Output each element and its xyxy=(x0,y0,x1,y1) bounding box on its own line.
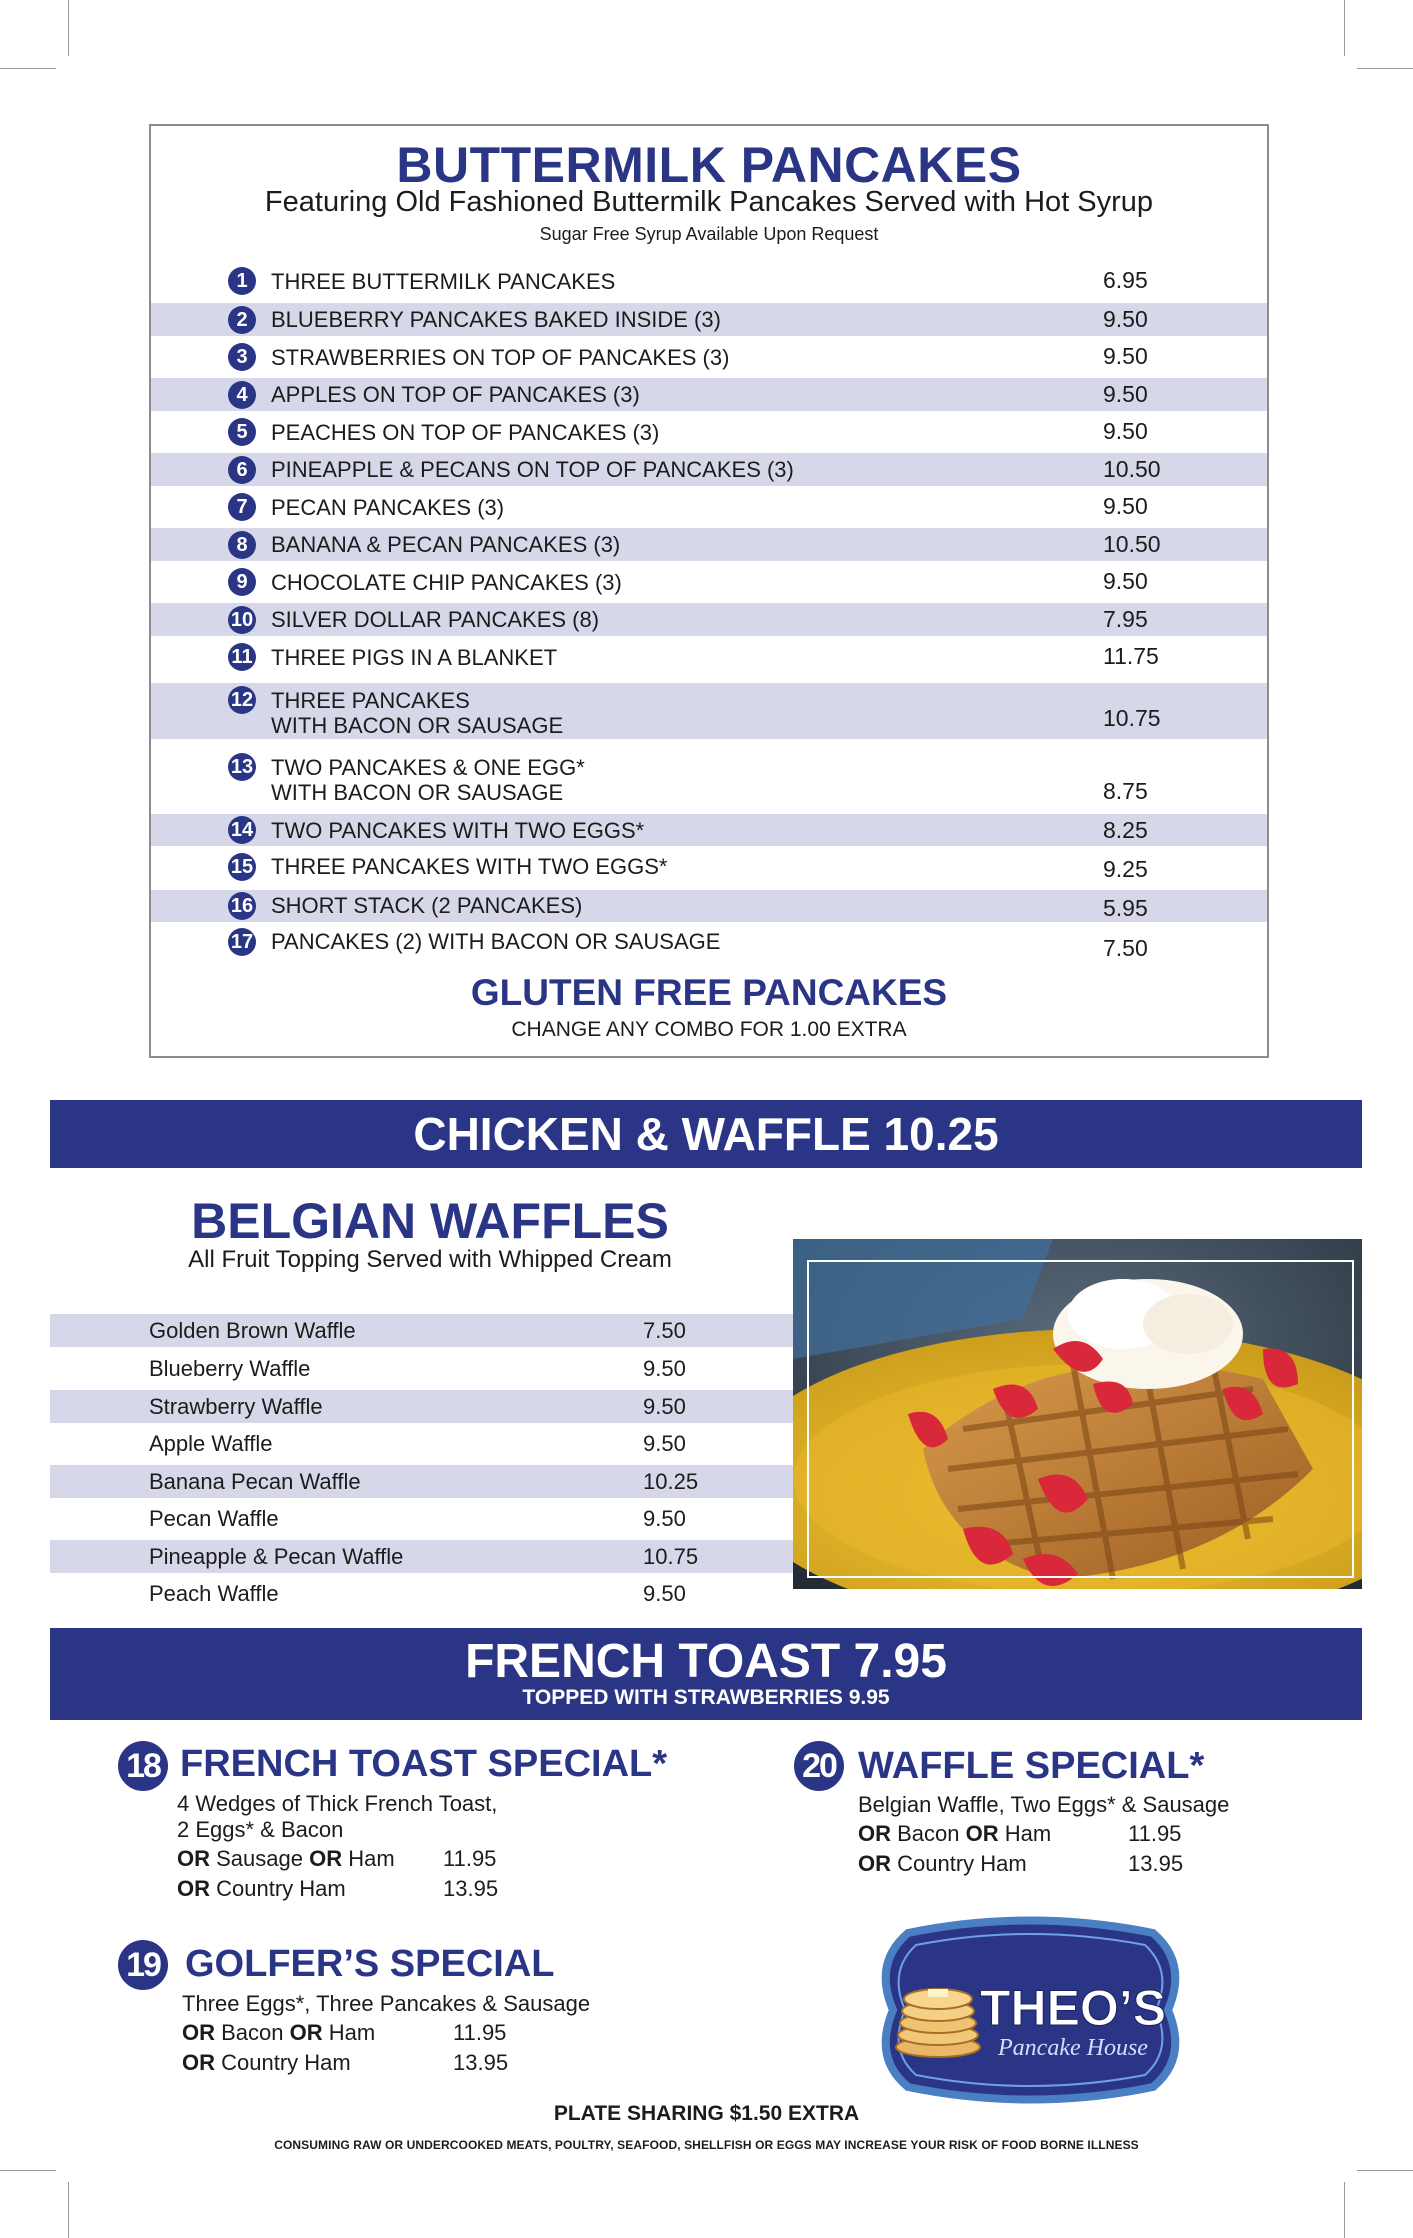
special-option xyxy=(177,1846,395,1872)
pancake-item xyxy=(151,453,1267,486)
pancake-item-name: BANANA & PECAN PANCAKES (3) xyxy=(271,532,621,557)
pancake-item-price: 9.25 xyxy=(1103,856,1148,882)
special-title: GOLFER’S SPECIAL xyxy=(185,1943,555,1985)
special-description: Belgian Waffle, Two Eggs* & Sausage xyxy=(858,1792,1230,1817)
pancake-item xyxy=(151,340,1267,374)
crop-mark xyxy=(1357,2170,1413,2171)
item-number-badge: 6 xyxy=(228,456,256,484)
pancake-item-name: PEACHES ON TOP OF PANCAKES (3) xyxy=(271,420,660,445)
pancake-item xyxy=(151,378,1267,411)
pancake-item-name: BLUEBERRY PANCAKES BAKED INSIDE (3) xyxy=(271,307,721,332)
waffle-item-name: Pineapple & Pecan Waffle xyxy=(149,1544,404,1569)
pancake-item-name: SHORT STACK (2 PANCAKES) xyxy=(271,893,583,918)
waffle-item xyxy=(50,1352,795,1385)
pancake-item xyxy=(151,683,1267,739)
pancake-item-name: PINEAPPLE & PECANS ON TOP OF PANCAKES (3) xyxy=(271,457,794,482)
or-label: OR xyxy=(858,1821,891,1846)
pancake-item-price: 9.50 xyxy=(1103,343,1148,369)
pancake-item-price: 10.75 xyxy=(1103,705,1161,731)
special-option xyxy=(177,1876,346,1902)
pancake-item-name: THREE PANCAKES WITH TWO EGGS* xyxy=(271,854,668,879)
option-text: Ham xyxy=(1004,1821,1052,1846)
special-price: 11.95 xyxy=(453,2020,507,2045)
pancake-item-price: 7.95 xyxy=(1103,606,1148,632)
item-number-badge: 3 xyxy=(228,343,256,371)
waffle-item-name: Golden Brown Waffle xyxy=(149,1318,356,1343)
pancake-item-name: PANCAKES (2) WITH BACON OR SAUSAGE xyxy=(271,929,721,954)
logo-name: THEO’S xyxy=(979,1980,1167,2036)
pancake-item-price: 10.50 xyxy=(1103,531,1161,557)
pancake-stack-icon xyxy=(896,1989,980,2057)
pancake-item xyxy=(151,528,1267,561)
special-number-badge: 19 xyxy=(118,1940,168,1990)
option-text: Country Ham xyxy=(221,2050,351,2075)
pancake-item-price: 7.50 xyxy=(1103,935,1148,961)
pancake-item-price: 9.50 xyxy=(1103,381,1148,407)
theos-logo xyxy=(868,1913,1193,2107)
or-label: OR xyxy=(182,2020,215,2045)
item-number-badge: 7 xyxy=(228,493,256,521)
pancake-item-price: 6.95 xyxy=(1103,267,1148,293)
pancake-item xyxy=(151,490,1267,524)
waffle-item-price: 9.50 xyxy=(643,1431,686,1456)
special-title: FRENCH TOAST SPECIAL* xyxy=(180,1743,668,1785)
pancake-item-name xyxy=(271,688,563,738)
or-label: OR xyxy=(289,2020,323,2045)
special-price: 11.95 xyxy=(443,1846,497,1871)
pancake-item-line: TWO PANCAKES & ONE EGG* xyxy=(271,755,585,780)
pancake-item xyxy=(151,850,1267,886)
option-text: Ham xyxy=(348,1846,395,1871)
waffle-item-name: Banana Pecan Waffle xyxy=(149,1469,361,1494)
waffle-item-price: 9.50 xyxy=(643,1581,686,1606)
french-toast-banner xyxy=(50,1628,1362,1720)
item-number-badge: 2 xyxy=(228,306,256,334)
special-description: 4 Wedges of Thick French Toast, xyxy=(177,1791,498,1816)
item-number-badge: 14 xyxy=(228,816,256,844)
option-text: Country Ham xyxy=(216,1876,346,1901)
pancake-item-price: 8.75 xyxy=(1103,778,1148,804)
option-text: Country Ham xyxy=(897,1851,1027,1876)
item-number-badge: 17 xyxy=(228,928,256,956)
pancake-item-price: 9.50 xyxy=(1103,568,1148,594)
waffles-title: BELGIAN WAFFLES xyxy=(191,1193,669,1249)
pancake-item-price: 8.25 xyxy=(1103,817,1148,843)
pancake-item xyxy=(151,926,1267,966)
pancake-item-name xyxy=(271,755,585,805)
crop-mark xyxy=(68,0,69,56)
special-option xyxy=(858,1821,1051,1847)
special-price: 13.95 xyxy=(1128,1851,1184,1876)
or-label: OR xyxy=(858,1851,891,1876)
crop-mark xyxy=(1344,2182,1345,2238)
item-number-badge: 4 xyxy=(228,381,256,409)
pancake-item-name: CHOCOLATE CHIP PANCAKES (3) xyxy=(271,570,622,595)
crop-mark xyxy=(0,2170,56,2171)
pancake-item-price: 9.50 xyxy=(1103,418,1148,444)
waffle-item-name: Peach Waffle xyxy=(149,1581,279,1606)
pancake-item xyxy=(151,753,1267,811)
or-label: OR xyxy=(309,1846,343,1871)
item-number-badge: 16 xyxy=(228,892,256,920)
waffle-item xyxy=(50,1390,795,1423)
pancakes-note: Sugar Free Syrup Available Upon Request xyxy=(539,224,879,244)
waffle-item xyxy=(50,1540,795,1573)
special-price: 11.95 xyxy=(1128,1821,1182,1846)
waffles-subtitle: All Fruit Topping Served with Whipped Cream xyxy=(188,1246,672,1273)
pancake-item xyxy=(151,640,1267,674)
waffle-item-price: 9.50 xyxy=(643,1394,686,1419)
pancake-item-line: WITH BACON OR SAUSAGE xyxy=(271,780,564,805)
pancake-item-name: STRAWBERRIES ON TOP OF PANCAKES (3) xyxy=(271,345,730,370)
pancake-item-price: 9.50 xyxy=(1103,306,1148,332)
waffle-item xyxy=(50,1465,795,1498)
pancake-item-line: THREE PANCAKES xyxy=(271,688,470,713)
pancake-item-name: THREE PIGS IN A BLANKET xyxy=(271,645,558,670)
item-number-badge: 10 xyxy=(228,606,256,634)
crop-mark xyxy=(1357,68,1413,69)
waffle-item-price: 10.25 xyxy=(643,1469,699,1494)
pancake-item-price: 10.50 xyxy=(1103,456,1161,482)
special-number-badge: 20 xyxy=(794,1741,844,1791)
pancake-item-name: APPLES ON TOP OF PANCAKES (3) xyxy=(271,382,640,407)
special-description: 2 Eggs* & Bacon xyxy=(177,1817,344,1842)
waffle-item-name: Strawberry Waffle xyxy=(149,1394,323,1419)
waffle-item-name: Pecan Waffle xyxy=(149,1506,279,1531)
or-label: OR xyxy=(177,1846,210,1871)
option-text: Bacon xyxy=(221,2020,284,2045)
special-option xyxy=(182,2050,351,2076)
waffle-item xyxy=(50,1577,795,1610)
waffle-item-name: Blueberry Waffle xyxy=(149,1356,311,1381)
french-toast-title: FRENCH TOAST 7.95 xyxy=(465,1635,947,1688)
waffle-photo xyxy=(793,1239,1362,1589)
pancake-item-price: 11.75 xyxy=(1103,643,1159,669)
item-number-badge: 11 xyxy=(228,643,256,671)
pancake-item xyxy=(151,264,1267,298)
pancake-item xyxy=(151,890,1267,922)
option-text: Ham xyxy=(328,2020,376,2045)
crop-mark xyxy=(1344,0,1345,56)
pancakes-subtitle: Featuring Old Fashioned Buttermilk Pancakes Served with Hot Syrup xyxy=(264,186,1154,218)
waffle-item-price: 9.50 xyxy=(643,1506,686,1531)
pancake-item-price: 5.95 xyxy=(1103,895,1148,921)
or-label: OR xyxy=(182,2050,215,2075)
item-number-badge: 5 xyxy=(228,418,256,446)
chicken-waffle-banner: CHICKEN & WAFFLE 10.25 xyxy=(50,1100,1362,1168)
waffle-item-price: 7.50 xyxy=(643,1318,686,1343)
pancake-item-price: 9.50 xyxy=(1103,493,1148,519)
crop-mark xyxy=(0,68,56,69)
item-number-badge: 12 xyxy=(228,686,256,714)
option-text: Sausage xyxy=(216,1846,303,1871)
pancake-item-line: WITH BACON OR SAUSAGE xyxy=(271,713,564,738)
pancake-item-name: TWO PANCAKES WITH TWO EGGS* xyxy=(271,818,645,843)
special-option xyxy=(858,1851,1027,1877)
waffle-item-price: 9.50 xyxy=(643,1356,686,1381)
or-label: OR xyxy=(965,1821,999,1846)
item-number-badge: 8 xyxy=(228,531,256,559)
pancake-item-name: THREE BUTTERMILK PANCAKES xyxy=(271,269,616,294)
pancake-item-name: PECAN PANCAKES (3) xyxy=(271,495,505,520)
waffle-item-name: Apple Waffle xyxy=(149,1431,273,1456)
or-label: OR xyxy=(177,1876,210,1901)
crop-mark xyxy=(68,2182,69,2238)
waffle-item xyxy=(50,1502,795,1535)
plate-sharing-note: PLATE SHARING $1.50 EXTRA xyxy=(553,2102,860,2125)
pancake-item-name: SILVER DOLLAR PANCAKES (8) xyxy=(271,607,600,632)
pancakes-title: BUTTERMILK PANCAKES xyxy=(396,137,1022,193)
special-title: WAFFLE SPECIAL* xyxy=(858,1745,1205,1787)
pancakes-section xyxy=(149,124,1269,1058)
waffle-item xyxy=(50,1314,795,1347)
logo-tagline: Pancake House xyxy=(998,2035,1148,2061)
waffle-item xyxy=(50,1427,795,1460)
food-safety-disclaimer: CONSUMING RAW OR UNDERCOOKED MEATS, POULTRY, SEAFOOD, SHELLFISH OR EGGS MAY INCREASE YOUR RISK OF FOOD BORNE ILLNESS xyxy=(274,2138,1139,2152)
gluten-free-title: GLUTEN FREE PANCAKES xyxy=(470,972,948,1013)
item-number-badge: 15 xyxy=(228,853,256,881)
item-number-badge: 13 xyxy=(228,753,256,781)
pancake-item xyxy=(151,303,1267,336)
waffle-item-price: 10.75 xyxy=(643,1544,699,1569)
item-number-badge: 9 xyxy=(228,568,256,596)
item-number-badge: 1 xyxy=(228,267,256,295)
pancake-item xyxy=(151,565,1267,599)
pancake-item xyxy=(151,603,1267,636)
special-number-badge: 18 xyxy=(118,1741,168,1791)
option-text: Bacon xyxy=(897,1821,960,1846)
gluten-free-note: CHANGE ANY COMBO FOR 1.00 EXTRA xyxy=(511,1018,907,1041)
pancake-item xyxy=(151,814,1267,846)
special-option xyxy=(182,2020,375,2046)
special-price: 13.95 xyxy=(453,2050,509,2075)
special-price: 13.95 xyxy=(443,1876,499,1901)
pancake-item xyxy=(151,415,1267,449)
french-toast-subtitle: TOPPED WITH STRAWBERRIES 9.95 xyxy=(522,1686,890,1709)
special-description: Three Eggs*, Three Pancakes & Sausage xyxy=(182,1991,591,2016)
